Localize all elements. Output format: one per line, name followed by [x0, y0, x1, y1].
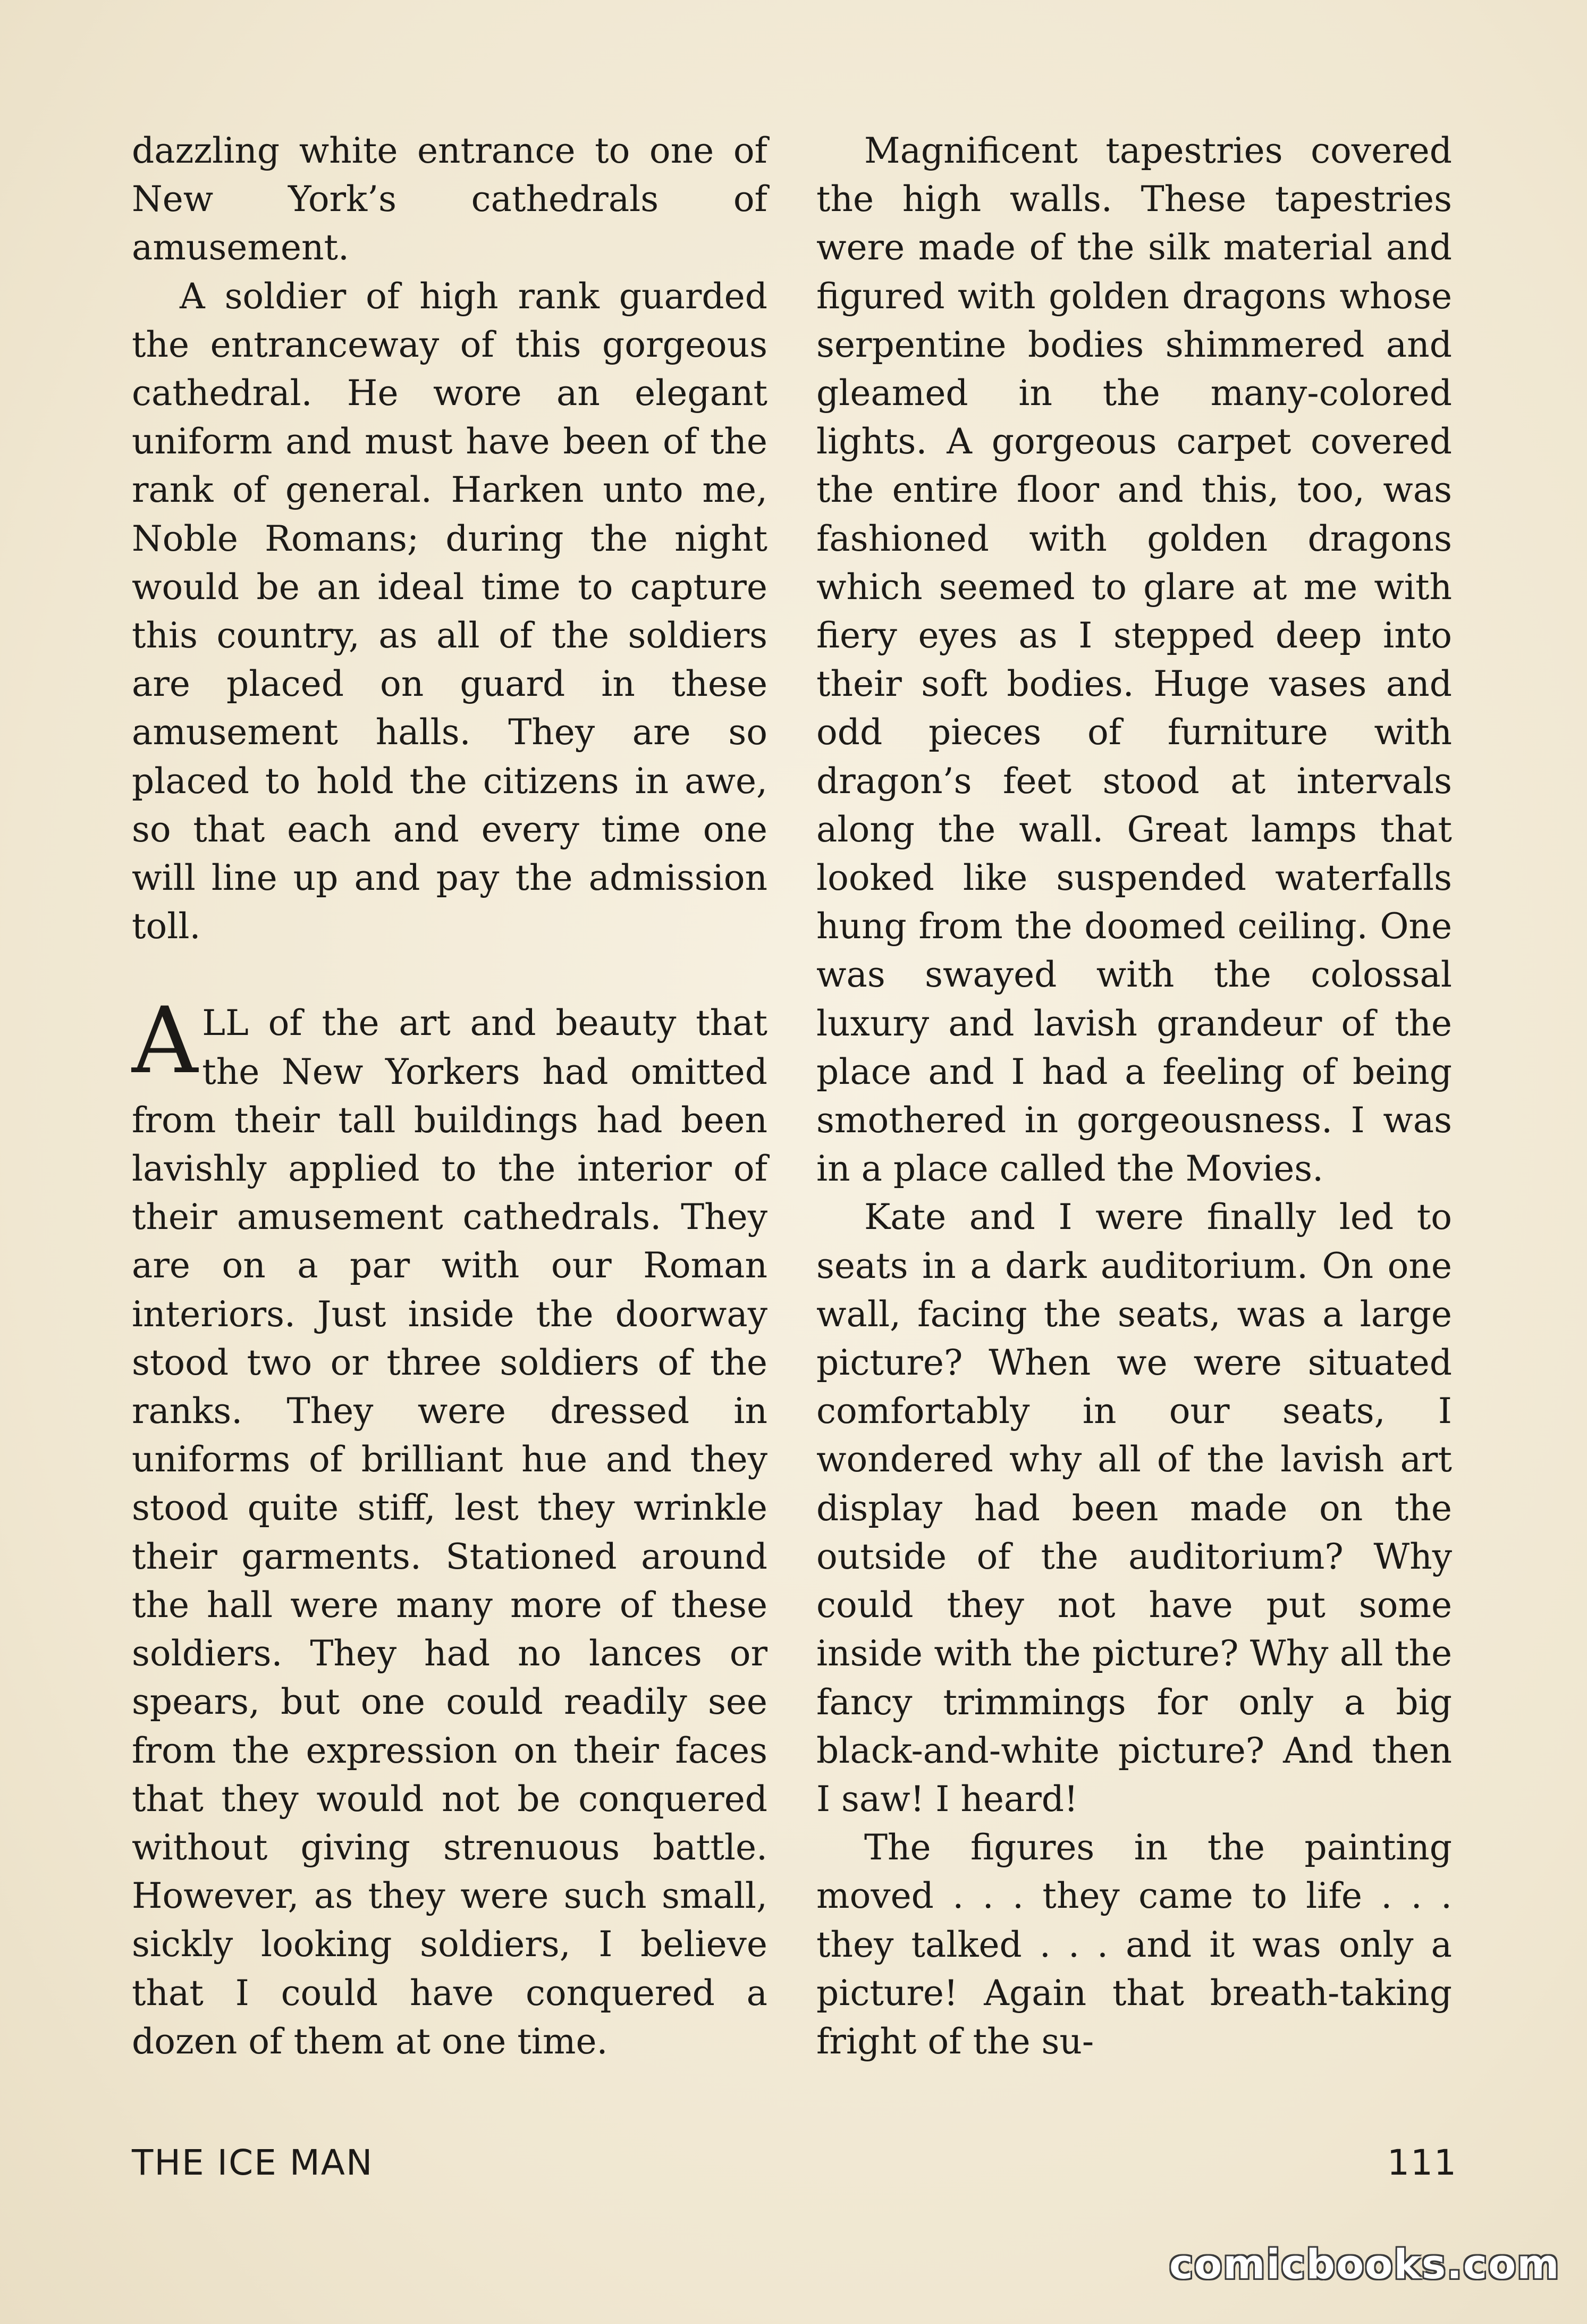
drop-cap: A: [132, 987, 198, 1094]
paragraph-text: LL of the art and beauty that the New Yorkers had omitted from their tall buildings had been lavishly applied to the interior of their amusement cathedrals. They are on a par with our Roman interiors. Just inside the doorway stood two or three soldiers of the ranks. They were dressed in uniforms of brilliant hue and they stood quite stiff, lest they wrinkle their garments. Stationed around the hall were many more of these soldiers. They had no lances or spears, but one could readily see from the expression on their faces that they would not be conquered without giving strenuous battle. However, as they were such small, sickly looking soldiers, I believe that I could have conquered a dozen of them at one time.: [132, 1003, 767, 2062]
section-break: [132, 950, 767, 999]
right-column: [816, 127, 1452, 2066]
paragraph: Kate and I were finally led to seats in a dark auditorium. On one wall, facing the seats, was a large picture? When we were situated comfortably in our seats, I wondered why all of the lavish art display had been made on the outside of the auditorium? Why could they not have put some inside with the picture? Why all the fancy trimmings for only a big black-and-white picture? And then I saw! I heard!: [816, 1197, 1452, 1820]
page-number: 111: [1387, 2142, 1457, 2183]
paragraph: A soldier of high rank guarded the entranceway of this gorgeous cathedral. He wore an elegant uniform and must have been of the rank of general. Harken unto me, Noble Romans; during the night would be an ideal time to capture this country, as all of the soldiers are placed on guard in these amusement halls. They are so placed to hold the citizens in awe, so that each and every time one will line up and pay the admission toll.: [132, 275, 767, 947]
paragraph-with-dropcap: [132, 987, 767, 2065]
left-column: [132, 127, 767, 2066]
running-footer-title: THE ICE MAN: [132, 2142, 374, 2183]
paragraph: Magnificent tapestries covered the high walls. These tapestries were made of the silk material and figured with golden dragons whose serpentine bodies shimmered and gleamed in the many-colored lights. A gorgeous carpet covered the entire floor and this, too, was fashioned with golden dragons which seemed to glare at me with fiery eyes as I stepped deep into their soft bodies. Huge vases and odd pieces of furniture with dragon’s feet stood at intervals along the wall. Great lamps that looked like suspended waterfalls hung from the doomed ceiling. One was swayed with the colossal luxury and lavish grandeur of the place and I had a feeling of being smothered in gorgeousness. I was in a place called the Movies.: [816, 130, 1452, 1190]
paragraph: The figures in the painting moved . . . they came to life . . . they talked . . . and it was only a picture! Again that breath-taking fright of the su-: [816, 1827, 1452, 2062]
watermark: comicbooks.com: [1169, 2241, 1560, 2288]
paragraph: dazzling white entrance to one of New York’s cathedrals of amusement.: [132, 130, 767, 268]
